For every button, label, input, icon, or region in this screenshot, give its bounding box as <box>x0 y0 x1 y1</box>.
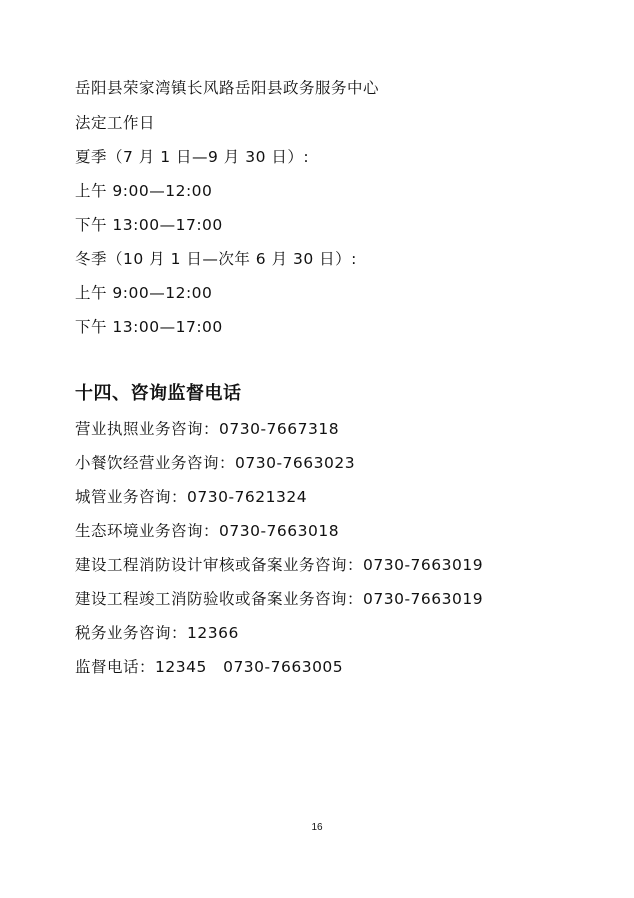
winter-morning-hours: 上午 9:00—12:00 <box>75 284 213 302</box>
summer-period: 夏季（7 月 1 日—9 月 30 日）: <box>75 148 310 166</box>
phone-line-fire-design: 建设工程消防设计审核或备案业务咨询：0730-7663019 <box>75 556 484 574</box>
address-line: 岳阳县荣家湾镇长风路岳阳县政务服务中心 <box>75 79 380 97</box>
workday-label: 法定工作日 <box>75 114 156 132</box>
phone-line-supervision: 监督电话：12345 0730-7663005 <box>75 658 344 676</box>
phone-line-fire-acceptance: 建设工程竣工消防验收或备案业务咨询：0730-7663019 <box>75 590 484 608</box>
summer-morning-hours: 上午 9:00—12:00 <box>75 182 213 200</box>
phone-line-small-catering: 小餐饮经营业务咨询：0730-7663023 <box>75 454 356 472</box>
winter-afternoon-hours: 下午 13:00—17:00 <box>75 318 223 336</box>
winter-period: 冬季（10 月 1 日—次年 6 月 30 日）: <box>75 250 357 268</box>
page-number: 16 <box>311 822 323 833</box>
summer-afternoon-hours: 下午 13:00—17:00 <box>75 216 223 234</box>
phone-line-tax: 税务业务咨询：12366 <box>75 624 239 642</box>
phone-line-business-license: 营业执照业务咨询：0730-7667318 <box>75 420 340 438</box>
section-heading: 十四、咨询监督电话 <box>75 383 242 404</box>
phone-line-urban-management: 城管业务咨询：0730-7621324 <box>75 488 308 506</box>
phone-line-environment: 生态环境业务咨询：0730-7663018 <box>75 522 340 540</box>
